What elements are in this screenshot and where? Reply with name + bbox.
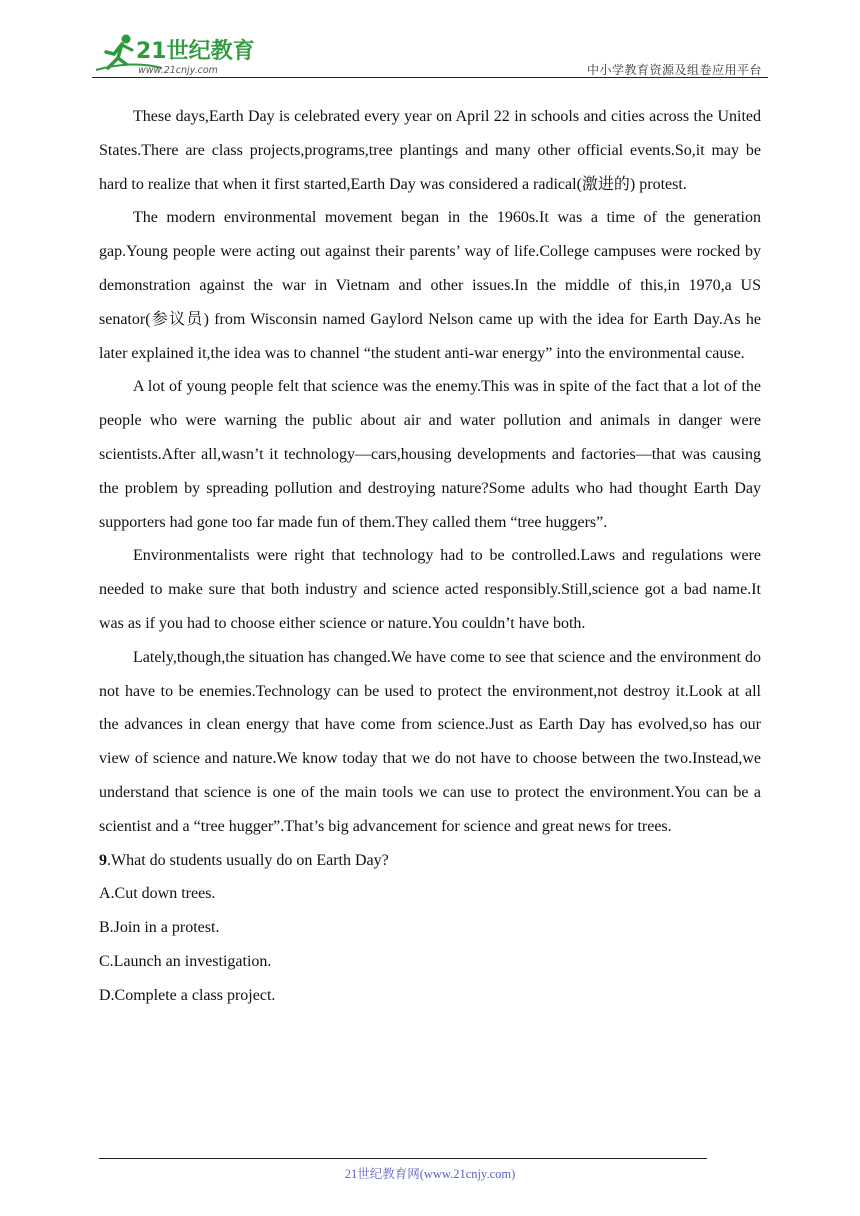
answer-option-a[interactable]: A.Cut down trees. bbox=[99, 885, 216, 903]
footer-link[interactable]: 21世纪教育网(www.21cnjy.com) bbox=[344, 1167, 516, 1181]
logo-url: www.21cnjy.com bbox=[138, 65, 218, 76]
passage-paragraph: These days,Earth Day is celebrated every year on April 22 in schools and cities across the United States.There are class projects,programs,tree plantings and many other official events.So,it may be hard to realize that when it first started,Earth Day was considered a radical(激进的) protest. bbox=[99, 108, 761, 193]
page-content bbox=[99, 100, 761, 1013]
answer-option-d[interactable]: D.Complete a class project. bbox=[99, 986, 276, 1004]
site-logo[interactable] bbox=[92, 30, 262, 76]
passage-paragraph: The modern environmental movement began in the 1960s.It was a time of the generation gap.Young people were acting out against their parents’ way of life.College campuses were rocked by demonstration against the war in Vietnam and other issues.In the middle of this,in 1970,a US senator(参议员) from Wisconsin named Gaylord Nelson came up with the idea for Earth Day.As he later explained it,the idea was to channel “the student anti-war energy” into the environmental cause. bbox=[99, 209, 761, 362]
question-text: .What do students usually do on Earth Day? bbox=[107, 851, 389, 869]
passage-paragraph: Lately,though,the situation has changed.We have come to see that science and the environment do not have to be enemies.Technology can be used to protect the environment,not destroy it.Look at all the advances in clean energy that have come from science.Just as Earth Day has evolved,so has our view of science and nature.We know today that we do not have to choose between the two.Instead,we understand that science is one of the main tools we can use to protect the environment.You can be a scientist and a “tree hugger”.That’s big advancement for science and great news for trees. bbox=[99, 648, 761, 835]
footer-divider bbox=[99, 1158, 707, 1159]
header-divider bbox=[92, 77, 768, 78]
page-header bbox=[92, 30, 768, 78]
answer-option-b[interactable]: B.Join in a protest. bbox=[99, 919, 220, 937]
logo-text: 21世纪教育 bbox=[136, 39, 255, 64]
passage-paragraph: A lot of young people felt that science was the enemy.This was in spite of the fact that a lot of the people who were warning the public about air and water pollution and animals in danger were scientists.After all,wasn’t it technology—cars,housing developments and factories—that was causing the problem by spreading pollution and destroying nature?Some adults who had thought Earth Day supporters had gone too far made fun of them.They called them “tree huggers”. bbox=[99, 378, 761, 531]
logo-graphic bbox=[92, 30, 262, 76]
question-number: 9 bbox=[99, 851, 107, 869]
answer-option-c[interactable]: C.Launch an investigation. bbox=[99, 952, 272, 970]
passage-paragraph: Environmentalists were right that technology had to be controlled.Laws and regulations were needed to make sure that both industry and science acted responsibly.Still,science got a bad name.It was as if you had to choose either science or nature.You couldn’t have both. bbox=[99, 547, 761, 632]
question-stem bbox=[99, 844, 761, 878]
platform-name: 中小学教育资源及组卷应用平台 bbox=[586, 63, 762, 77]
